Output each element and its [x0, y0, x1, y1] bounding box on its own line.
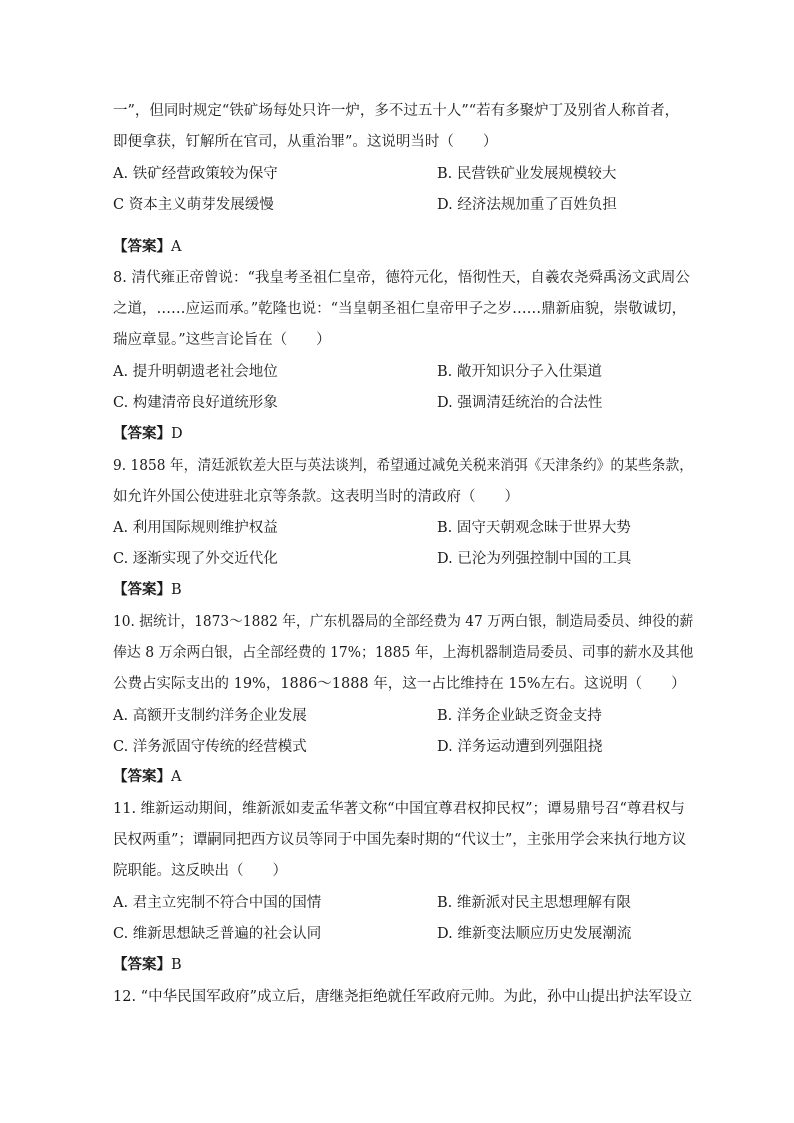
q11-answer-value: B: [171, 957, 182, 973]
q8-stem-line-3: 瑞应章显。”这些言论旨在（ ）: [113, 332, 331, 348]
q11-answer: [113, 955, 182, 975]
q9-option-b: B. 固守天朝观念昧于世界大势: [437, 520, 631, 536]
q11-stem-line-2: 民权两重”；谭嗣同把西方议员等同于中国先秦时期的“代议士”，主张用学会来执行地方议: [113, 832, 687, 848]
q10-stem-line-3: 公费占实际支出的 19%，1886～1888 年，这一占比维持在 15%左右。这说明（ ）: [113, 676, 686, 692]
q8-answer-value: D: [171, 426, 183, 442]
q10-option-a: A. 高额开支制约洋务企业发展: [113, 708, 307, 724]
q11-option-d: D. 维新变法顺应历史发展潮流: [437, 926, 632, 942]
q9-stem-line-2: 如允许外国公使进驻北京等条款。这表明当时的清政府（ ）: [113, 489, 519, 505]
q7-answer: [113, 237, 181, 257]
q9-stem-line-1: 9. 1858 年，清廷派钦差大臣与英法谈判，希望通过减免关税来消弭《天津条约》的某些条款，: [113, 458, 693, 474]
q11-answer-label: 【答案】: [113, 957, 171, 973]
q12-stem-line-1: 12. “中华民国军政府”成立后，唐继尧拒绝就任军政府元帅。为此，孙中山提出护法军设立: [113, 989, 692, 1005]
q9-answer-label: 【答案】: [113, 582, 171, 598]
q7-stem-line-2: 即便拿获，钉解所在官司，从重治罪”。这说明当时（ ）: [113, 134, 498, 150]
q9-option-a: A. 利用国际规则维护权益: [113, 520, 278, 536]
q7-option-a: A. 铁矿经营政策较为保守: [113, 166, 278, 182]
q8-stem-line-1: 8. 清代雍正帝曾说：“我皇考圣祖仁皇帝，德符元化，悟彻性天，自羲农尧舜禹汤文武周公: [113, 270, 690, 286]
q8-answer-label: 【答案】: [113, 426, 171, 442]
q8-option-b: B. 敞开知识分子入仕渠道: [437, 364, 602, 380]
q10-option-c: C. 洋务派固守传统的经营模式: [113, 739, 307, 755]
q10-answer-value: A: [171, 769, 182, 785]
q11-option-b: B. 维新派对民主思想理解有限: [437, 895, 631, 911]
q11-stem-line-3: 院职能。这反映出（ ）: [113, 863, 287, 879]
q9-option-c: C. 逐渐实现了外交近代化: [113, 551, 278, 567]
q11-option-a: A. 君主立宪制不符合中国的国情: [113, 895, 322, 911]
q10-answer: [113, 767, 181, 787]
q7-answer-label: 【答案】: [113, 239, 171, 255]
q11-stem-line-1: 11. 维新运动期间，维新派如麦孟华著文称“中国宜尊君权抑民权”；谭易鼎号召“尊君权与: [113, 801, 685, 817]
q7-option-b: B. 民营铁矿业发展规模较大: [437, 166, 617, 182]
q8-option-c: C. 构建清帝良好道统形象: [113, 395, 278, 411]
q9-option-d: D. 已沦为列强控制中国的工具: [437, 551, 632, 567]
q9-answer: [113, 580, 182, 600]
q11-option-c: C. 维新思想缺乏普遍的社会认同: [113, 926, 322, 942]
q9-answer-value: B: [171, 582, 182, 598]
q7-stem-line-1: 一”，但同时规定“铁矿场每处只许一炉，多不过五十人”“若有多聚炉丁及别省人称首者，: [113, 103, 680, 119]
q10-option-b: B. 洋务企业缺乏资金支持: [437, 708, 602, 724]
q8-answer: [113, 424, 183, 444]
q10-answer-label: 【答案】: [113, 769, 171, 785]
q7-answer-value: A: [171, 239, 182, 255]
q8-stem-line-2: 之道，……应运而承。”乾隆也说：“当皇朝圣祖仁皇帝甲子之岁……鼎新庙貌，崇敬诚切，: [113, 301, 687, 317]
q10-stem-line-2: 俸达 8 万余两白银，占全部经费的 17%；1885 年，上海机器制造局委员、司事的薪水及其他: [113, 645, 694, 661]
q7-option-d: D. 经济法规加重了百姓负担: [437, 197, 617, 213]
q10-option-d: D. 洋务运动遭到列强阻挠: [437, 739, 603, 755]
q10-stem-line-1: 10. 据统计，1873～1882 年，广东机器局的全部经费为 47 万两白银，制造局委员、绅役的薪: [113, 614, 694, 630]
q7-option-c: C 资本主义萌芽发展缓慢: [113, 197, 274, 213]
q8-option-a: A. 提升明朝遗老社会地位: [113, 364, 278, 380]
q8-option-d: D. 强调清廷统治的合法性: [437, 395, 603, 411]
